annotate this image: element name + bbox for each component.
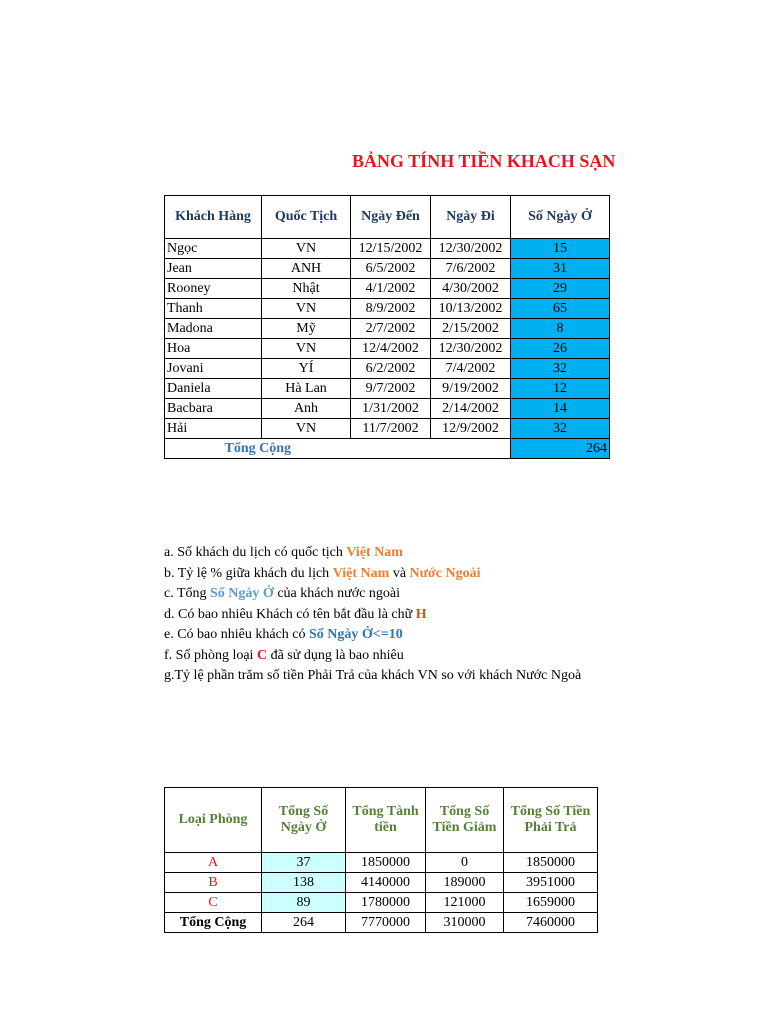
cell-khach-hang[interactable]: Thanh <box>165 299 262 319</box>
cell-tong-so-tien-giam[interactable]: 121000 <box>426 893 504 913</box>
header-so-ngay-o[interactable]: Số Ngày Ở <box>511 196 610 239</box>
cell-loai-phong[interactable]: A <box>165 853 262 873</box>
cell-ngay-di[interactable]: 12/30/2002 <box>431 339 511 359</box>
table-row <box>165 419 610 439</box>
cell-tong-so-tien-phai-tra[interactable]: 3951000 <box>504 873 598 893</box>
cell-quoc-tich[interactable]: Mỹ <box>262 319 351 339</box>
cell-tong-so-tien-phai-tra[interactable]: 1659000 <box>504 893 598 913</box>
header-ngay-di[interactable]: Ngày Đi <box>431 196 511 239</box>
question-b-highlight-2: Nước Ngoài <box>409 565 481 581</box>
cell-ngay-den[interactable]: 6/2/2002 <box>351 359 431 379</box>
question-a[interactable] <box>164 543 581 564</box>
cell-quoc-tich[interactable]: Anh <box>262 399 351 419</box>
table-row <box>165 279 610 299</box>
cell-ngay-den[interactable]: 9/7/2002 <box>351 379 431 399</box>
cell-quoc-tich[interactable]: ANH <box>262 259 351 279</box>
header-tong-thanh-tien[interactable]: Tổng Tành tiền <box>346 788 426 853</box>
table-row <box>165 893 598 913</box>
cell-so-ngay-o[interactable]: 65 <box>511 299 610 319</box>
question-c-highlight: Số Ngày Ở <box>210 586 274 601</box>
header-row <box>165 196 610 239</box>
cell-so-ngay-o[interactable]: 14 <box>511 399 610 419</box>
summary-header-row <box>165 788 598 853</box>
cell-so-ngay-o[interactable]: 32 <box>511 419 610 439</box>
total-label[interactable]: Tổng Cộng <box>165 439 351 459</box>
header-ngay-den[interactable]: Ngày Đến <box>351 196 431 239</box>
table-row <box>165 379 610 399</box>
question-g-text: g.Tỷ lệ phần trăm số tiền Phải Trả của khách VN so với khách Nước Ngoà <box>164 668 582 683</box>
question-d[interactable] <box>164 605 581 626</box>
cell-ngay-di[interactable]: 2/14/2002 <box>431 399 511 419</box>
summary-total-discount[interactable]: 310000 <box>426 913 504 933</box>
cell-tong-so-tien-phai-tra[interactable]: 1850000 <box>504 853 598 873</box>
cell-quoc-tich[interactable]: YÍ <box>262 359 351 379</box>
sheet-title: BẢNG TÍNH TIỀN KHACH SẠN <box>352 151 616 171</box>
cell-tong-thanh-tien[interactable]: 4140000 <box>346 873 426 893</box>
question-a-highlight: Việt Nam <box>346 545 403 560</box>
cell-quoc-tich[interactable]: VN <box>262 239 351 259</box>
question-b-mid: và <box>389 565 410 581</box>
cell-tong-so-tien-giam[interactable]: 189000 <box>426 873 504 893</box>
cell-ngay-di[interactable]: 2/15/2002 <box>431 319 511 339</box>
table-row <box>165 873 598 893</box>
header-tong-so-tien-giam[interactable]: Tổng Số Tiền Giảm <box>426 788 504 853</box>
question-b-highlight-1: Việt Nam <box>332 565 390 581</box>
cell-ngay-di[interactable]: 9/19/2002 <box>431 379 511 399</box>
cell-ngay-di[interactable]: 12/9/2002 <box>431 419 511 439</box>
table-row <box>165 853 598 873</box>
cell-so-ngay-o[interactable]: 31 <box>511 259 610 279</box>
cell-quoc-tich[interactable]: VN <box>262 299 351 319</box>
cell-tong-so-ngay-o[interactable]: 37 <box>262 853 346 873</box>
table-row <box>165 339 610 359</box>
cell-khach-hang[interactable]: Madona <box>165 319 262 339</box>
summary-total-amount[interactable]: 7770000 <box>346 913 426 933</box>
cell-ngay-di[interactable]: 4/30/2002 <box>431 279 511 299</box>
question-g[interactable] <box>164 666 581 687</box>
question-f-post: đã sử dụng là bao nhiêu <box>267 647 404 663</box>
cell-tong-so-ngay-o[interactable]: 138 <box>262 873 346 893</box>
cell-quoc-tich[interactable]: VN <box>262 419 351 439</box>
cell-khach-hang[interactable]: Daniela <box>165 379 262 399</box>
question-c-post: của khách nước ngoài <box>273 586 400 601</box>
summary-total-days[interactable]: 264 <box>262 913 346 933</box>
summary-total-row <box>165 913 598 933</box>
cell-ngay-den[interactable]: 8/9/2002 <box>351 299 431 319</box>
question-a-text: a. Số khách du lịch có quốc tịch <box>164 545 347 560</box>
cell-ngay-den[interactable]: 2/7/2002 <box>351 319 431 339</box>
total-spacer[interactable] <box>351 439 511 459</box>
question-c[interactable] <box>164 584 581 605</box>
cell-ngay-den[interactable]: 12/4/2002 <box>351 339 431 359</box>
summary-total-label[interactable]: Tổng Cộng <box>165 913 262 933</box>
cell-khach-hang[interactable]: Rooney <box>165 279 262 299</box>
cell-ngay-den[interactable]: 6/5/2002 <box>351 259 431 279</box>
cell-tong-so-tien-giam[interactable]: 0 <box>426 853 504 873</box>
question-b[interactable] <box>164 564 581 585</box>
question-e-highlight: Số Ngày Ở<=10 <box>309 627 403 642</box>
question-f-text: f. Số phòng loại <box>164 647 257 663</box>
header-tong-so-ngay-o[interactable]: Tổng Số Ngày Ở <box>262 788 346 853</box>
cell-ngay-di[interactable]: 7/4/2002 <box>431 359 511 379</box>
cell-ngay-di[interactable]: 12/30/2002 <box>431 239 511 259</box>
header-tong-so-tien-phai-tra[interactable]: Tổng Số Tiền Phải Trả <box>504 788 598 853</box>
table-row <box>165 399 610 419</box>
cell-so-ngay-o[interactable]: 29 <box>511 279 610 299</box>
table-row <box>165 259 610 279</box>
cell-so-ngay-o[interactable]: 32 <box>511 359 610 379</box>
cell-loai-phong[interactable]: B <box>165 873 262 893</box>
table-row <box>165 299 610 319</box>
question-b-text: b. Tỷ lệ % giữa khách du lịch <box>164 565 333 581</box>
cell-tong-so-ngay-o[interactable]: 89 <box>262 893 346 913</box>
cell-ngay-den[interactable]: 4/1/2002 <box>351 279 431 299</box>
header-quoc-tich[interactable]: Quốc Tịch <box>262 196 351 239</box>
question-e-text: e. Có bao nhiêu khách có <box>164 627 310 642</box>
total-value[interactable]: 264 <box>511 439 610 459</box>
question-d-highlight: H <box>415 606 427 622</box>
question-f[interactable] <box>164 646 581 667</box>
cell-so-ngay-o[interactable]: 26 <box>511 339 610 359</box>
table-row <box>165 359 610 379</box>
cell-ngay-di[interactable]: 10/13/2002 <box>431 299 511 319</box>
cell-so-ngay-o[interactable]: 8 <box>511 319 610 339</box>
table-row <box>165 319 610 339</box>
cell-ngay-den[interactable]: 1/31/2002 <box>351 399 431 419</box>
header-khach-hang[interactable]: Khách Hàng <box>165 196 262 239</box>
question-d-text: d. Có bao nhiêu Khách có tên bắt đầu là chữ <box>164 606 416 622</box>
summary-total-payable[interactable]: 7460000 <box>504 913 598 933</box>
cell-khach-hang[interactable]: Jean <box>165 259 262 279</box>
question-c-text: c. Tổng <box>164 586 211 601</box>
table-row <box>165 239 610 259</box>
cell-khach-hang[interactable]: Hải <box>165 419 262 439</box>
cell-khach-hang[interactable]: Jovani <box>165 359 262 379</box>
total-row <box>165 439 610 459</box>
cell-so-ngay-o[interactable]: 15 <box>511 239 610 259</box>
hotel-bill-table <box>164 195 610 459</box>
cell-tong-thanh-tien[interactable]: 1780000 <box>346 893 426 913</box>
questions-list <box>164 543 581 687</box>
room-summary-table <box>164 787 598 933</box>
cell-so-ngay-o[interactable]: 12 <box>511 379 610 399</box>
question-f-highlight: C <box>256 647 268 663</box>
header-loai-phong[interactable]: Loại Phòng <box>165 788 262 853</box>
cell-ngay-di[interactable]: 7/6/2002 <box>431 259 511 279</box>
cell-quoc-tich[interactable]: VN <box>262 339 351 359</box>
cell-khach-hang[interactable]: Hoa <box>165 339 262 359</box>
cell-loai-phong[interactable]: C <box>165 893 262 913</box>
cell-quoc-tich[interactable]: Hà Lan <box>262 379 351 399</box>
question-e[interactable] <box>164 625 581 646</box>
cell-ngay-den[interactable]: 12/15/2002 <box>351 239 431 259</box>
cell-tong-thanh-tien[interactable]: 1850000 <box>346 853 426 873</box>
cell-quoc-tich[interactable]: Nhật <box>262 279 351 299</box>
cell-khach-hang[interactable]: Bacbara <box>165 399 262 419</box>
cell-ngay-den[interactable]: 11/7/2002 <box>351 419 431 439</box>
cell-khach-hang[interactable]: Ngọc <box>165 239 262 259</box>
